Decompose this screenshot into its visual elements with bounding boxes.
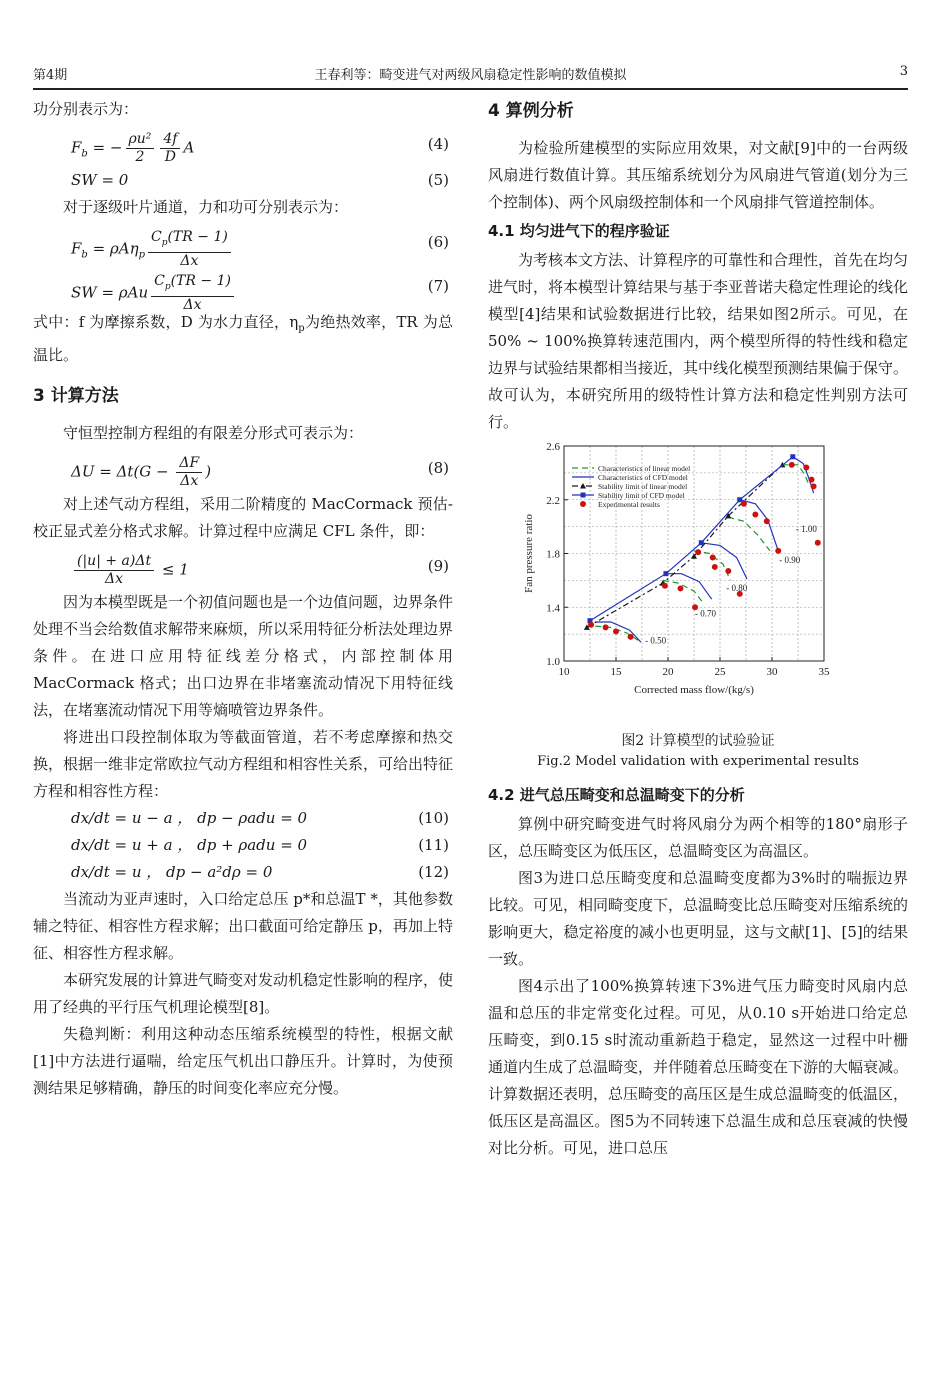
x-tick-label: 25 (714, 666, 726, 678)
y-tick-label: 2.6 (546, 441, 560, 453)
speed-line (701, 543, 747, 579)
equation-8: ΔU = Δt(G − $\frac{\Delta F}{\Delta x}$ ) (8) (71, 455, 449, 489)
equation-10: dx/dt = u − a ， dp − ρadu = 0 (10) (33, 805, 453, 832)
speed-label: - 0.50 (645, 635, 667, 646)
speed-line (740, 500, 778, 551)
data-point (811, 483, 817, 489)
subsection-heading-4-2: 4.2 进气总压畸变和总温畸变下的分析 (488, 786, 745, 804)
data-point (603, 624, 609, 630)
data-point (790, 454, 795, 459)
paragraph: 对上述气动方程组，采用二阶精度的 MacCormack 预估-校正显式差分格式求解。计算过程中应满足 CFL 条件，即： (33, 495, 453, 540)
legend-entry: Stability limit of linear model (598, 482, 688, 491)
left-column (33, 96, 453, 1102)
section-heading-3: 3 计算方法 (33, 386, 119, 406)
data-point (764, 518, 770, 524)
data-point (803, 465, 809, 471)
running-title: 王春利等：畸变进气对两级风扇稳定性影响的数值模拟 (314, 68, 627, 83)
issue-number: 第4期 (33, 68, 68, 83)
x-tick-label: 30 (766, 666, 778, 678)
paragraph: 图4示出了100%换算转速下3%进气压力畸变时风扇内总温和总压的非定常变化过程。可见，从0.10 s开始进口给定总压畸变，到0.15 s时流动重新趋于稳定，显然这一过程中叶栅通道内生成了总温畸变，并伴随着总压畸变在下游的大幅衰减。计算数据还表明，总压畸变的高压区是生成总温畸变的低温区，低压区是高温区。图5为不同转速下总温生成和总压衰减的快慢对比分析。可见，进口总压 (488, 977, 909, 1157)
validation-chart (488, 436, 908, 721)
equation-number: (4) (427, 135, 449, 153)
speed-label: - 0.90 (779, 554, 801, 565)
data-point (663, 571, 668, 576)
x-tick-label: 20 (662, 666, 674, 678)
figure-caption-en: Fig.2 Model validation with experimental results (537, 754, 859, 769)
y-tick-label: 1.8 (546, 548, 560, 561)
data-point (699, 540, 704, 545)
data-point (710, 555, 716, 561)
legend-marker (581, 493, 586, 498)
figure-caption-cn: 图2 计算模型的试验验证 (621, 733, 775, 749)
x-tick-label: 35 (818, 666, 830, 678)
paragraph: 当流动为亚声速时，入口给定总压 p*和总温T *，其他参数辅之特征、相容性方程求解；出口截面可给定静压 p，再加上特征、相容性方程求解。 (33, 890, 453, 962)
paragraph: 为考核本文方法、计算程序的可靠性和合理性，首先在均匀进气时，将本模型计算结果与基于李亚普诺夫稳定性理论的线化模型[4]结果和试验数据进行比较，结果如图2所示。可见，在50% ~ 100%换算转速范围内，两个模型所得的特性线和稳定边界与试验结果都相当接近，其中线化模型预测结果偏于保守。故可认为，本研究所用的级特性计算方法和稳定性判别方法可行。 (488, 251, 909, 431)
speed-line (666, 574, 712, 600)
equation-5: SW = 0 (5) (33, 167, 453, 194)
data-point (725, 568, 731, 574)
legend-entry: Characteristics of linear model (598, 464, 691, 473)
paragraph: 对于逐级叶片通道，力和功可分别表示为： (63, 198, 349, 216)
paragraph: 图3为进口总压畸变度和总温畸变度都为3%时的喘振边界比较。可见，相同畸变度下，总温畸变比总压畸变对压缩系统的影响更大，稳定裕度的减小也更明显，这与文献[1]、[5]的结果一致。 (488, 869, 909, 968)
figure-2 (488, 436, 908, 772)
speed-label: - 0.70 (695, 608, 717, 619)
data-point (712, 564, 718, 570)
data-point (789, 462, 795, 468)
page-number: 3 (899, 64, 908, 79)
data-point (815, 540, 821, 546)
paragraph: 式中：f 为摩擦系数，D 为水力直径，$\eta_p$为绝热效率，TR 为总温比。 (33, 313, 453, 364)
data-point (613, 628, 619, 634)
paragraph: 本研究发展的计算进气畸变对发动机稳定性影响的程序，使用了经典的平行压气机理论模型[8]。 (33, 971, 454, 1016)
equation-number: (10) (418, 809, 449, 827)
speed-line (793, 457, 814, 493)
equation-number: (9) (427, 557, 449, 575)
speed-line (728, 517, 770, 551)
paragraph: 将进出口段控制体取为等截面管道，若不考虑摩擦和热交换，根据一维非定常欧拉气动方程组和相容性关系，可给出特征方程和相容性方程： (33, 728, 454, 800)
paragraph: 为检验所建模型的实际应用效果，对文献[9]中的一台两级风扇进行数值计算。其压缩系统划分为风扇进气管道(划分为三个控制体)、两个风扇级控制体和一个风扇排气管道控制体。 (488, 139, 908, 211)
speed-line (663, 580, 704, 603)
data-point (677, 585, 683, 591)
equation-9: $\frac{(|u| + a)\Delta t}{\Delta x}$ ≤ 1 (9) (33, 545, 453, 589)
x-axis-label: Corrected mass flow/(kg/s) (634, 684, 754, 696)
y-tick-label: 2.2 (546, 494, 560, 507)
running-header (33, 64, 908, 90)
subsection-heading-4-1: 4.1 均匀进气下的程序验证 (488, 222, 670, 240)
equation-7: SW = ρAu $\frac{C_p(TR - 1)}{\Delta x}$ (7) (71, 273, 449, 313)
legend-entry: Stability limit of CFD model (598, 491, 685, 500)
equation-6: $F_b = \rho A\eta_p$ $\frac{C_p(TR - 1)}{\Delta x}$ (6) (71, 229, 449, 269)
equation-11: dx/dt = u + a ， dp + ρadu = 0 (11) (33, 832, 453, 859)
data-point (628, 634, 634, 640)
legend-marker (580, 501, 586, 507)
data-point (662, 583, 668, 589)
data-point (588, 622, 594, 628)
equation-number: (11) (418, 836, 449, 854)
data-point (809, 477, 815, 483)
y-tick-label: 1.4 (546, 602, 560, 615)
legend-marker (580, 483, 586, 489)
data-point (741, 501, 747, 507)
section-heading-4: 4 算例分析 (488, 101, 574, 121)
paragraph: 失稳判断：利用这种动态压缩系统模型的特性，根据文献[1]中方法进行逼喘，给定压气机出口静压升。计算时，为使预测结果足够精确，静压的时间变化率应充分慢。 (33, 1025, 453, 1097)
y-tick-label: 1.0 (546, 656, 560, 668)
paragraph: 因为本模型既是一个初值问题也是一个边值问题，边界条件处理不当会给数值求解带来麻烦，所以采用特征分析法处理边界条件。在进口应用特征线差分格式，内部控制体用 MacCormack 格式；出口边界在非堵塞流动情况下用特征线法，在堵塞流动情况下用等熵喷管边界条件。 (33, 593, 454, 719)
paragraph: 功分别表示为： (33, 100, 139, 118)
x-tick-label: 10 (558, 666, 570, 678)
speed-label: - 0.80 (726, 583, 748, 594)
paragraph: 算例中研究畸变进气时将风扇分为两个相等的180°扇形子区，总压畸变区为低压区，总温畸变区为高温区。 (488, 815, 908, 860)
data-point (775, 548, 781, 554)
speed-label: - 1.00 (795, 524, 817, 534)
right-column (488, 96, 908, 1162)
data-point (737, 497, 742, 502)
data-point (752, 512, 758, 518)
equation-number: (8) (427, 459, 449, 477)
equation-4: $F_b$ = − $\frac{\text{ρu²}}{2}$ $\frac{4f}{D}$ A (4) (71, 131, 449, 165)
equation-number: (7) (427, 277, 449, 295)
equation-number: (5) (427, 171, 449, 189)
data-point (695, 549, 701, 555)
legend-entry: Experimental results (598, 500, 660, 509)
paragraph: 守恒型控制方程组的有限差分形式可表示为： (63, 424, 364, 442)
x-tick-label: 15 (610, 666, 622, 678)
legend-entry: Characteristics of CFD model (598, 473, 688, 482)
equation-number: (6) (427, 233, 449, 251)
y-axis-label: Fan pressure ratio (523, 514, 535, 593)
equation-12: dx/dt = u ， dp − a²dρ = 0 (12) (33, 859, 453, 886)
equation-number: (12) (418, 863, 449, 881)
